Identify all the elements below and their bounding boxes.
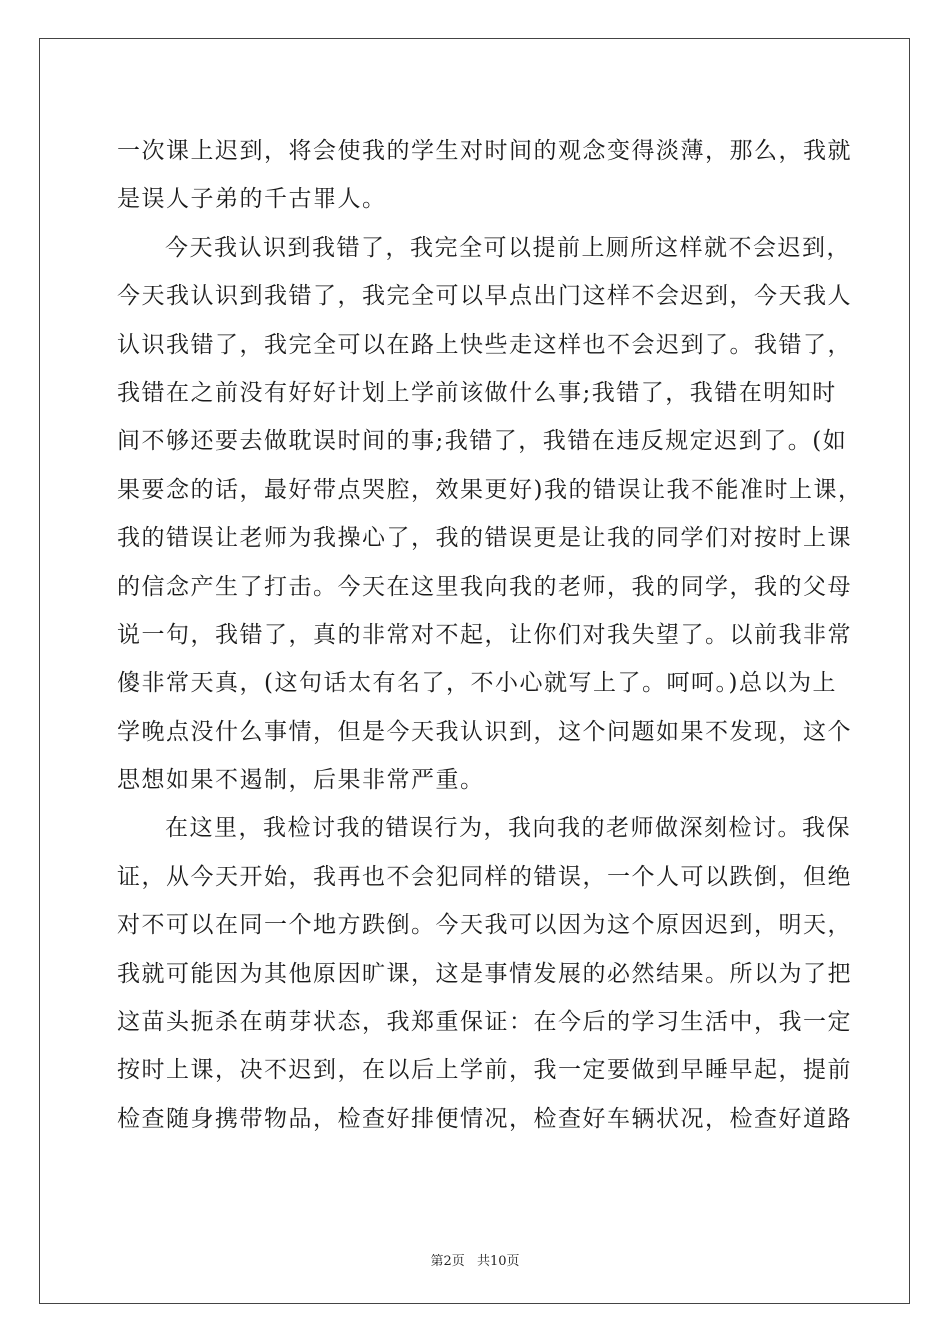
text-line: 果要念的话，最好带点哭腔，效果更好)我的错误让我不能准时上课， xyxy=(117,476,863,503)
text-line: 的信念产生了打击。今天在这里我向我的老师，我的同学，我的父母 xyxy=(117,573,852,600)
text-line: 检查随身携带物品，检查好排便情况，检查好车辆状况，检查好道路 xyxy=(117,1105,852,1132)
text-line: 我就可能因为其他原因旷课，这是事情发展的必然结果。所以为了把 xyxy=(117,960,852,987)
page-number: 第2页 xyxy=(430,1254,465,1269)
text-line: 今天我认识到我错了，我完全可以早点出门这样不会迟到，今天我人 xyxy=(117,283,852,310)
paragraph-start-line: 今天我认识到我错了，我完全可以提前上厕所这样就不会迟到， xyxy=(165,234,851,261)
text-line: 这苗头扼杀在萌芽状态，我郑重保证：在今后的学习生活中，我一定 xyxy=(117,1009,852,1036)
text-line: 证，从今天开始，我再也不会犯同样的错误，一个人可以跌倒，但绝 xyxy=(117,863,852,890)
total-pages: 共10页 xyxy=(476,1254,520,1269)
text-line: 对不可以在同一个地方跌倒。今天我可以因为这个原因迟到，明天， xyxy=(117,912,852,939)
document-body xyxy=(117,127,863,1143)
text-line: 我错在之前没有好好计划上学前该做什么事;我错了，我错在明知时 xyxy=(117,379,837,406)
text-line: 按时上课，决不迟到，在以后上学前，我一定要做到早睡早起，提前 xyxy=(117,1057,852,1084)
paragraph-start-line: 在这里，我检讨我的错误行为，我向我的老师做深刻检讨。我保 xyxy=(165,815,851,842)
text-line: 间不够还要去做耽误时间的事;我错了，我错在违反规定迟到了。(如 xyxy=(117,428,848,455)
text-line: 傻非常天真，(这句话太有名了，不小心就写上了。呵呵。)总以为上 xyxy=(117,670,837,697)
page-footer xyxy=(0,1250,950,1269)
text-line: 说一句，我错了，真的非常对不起，让你们对我失望了。以前我非常 xyxy=(117,621,852,648)
text-line: 思想如果不遏制，后果非常严重。 xyxy=(117,767,485,794)
text-line: 我的错误让老师为我操心了，我的错误更是让我的同学们对按时上课 xyxy=(117,525,852,552)
text-line: 是误人子弟的千古罪人。 xyxy=(117,186,387,213)
text-line: 认识我错了，我完全可以在路上快些走这样也不会迟到了。我错了， xyxy=(117,331,852,358)
text-line: 一次课上迟到，将会使我的学生对时间的观念变得淡薄，那么，我就 xyxy=(117,138,852,164)
text-line: 学晚点没什么事情，但是今天我认识到，这个问题如果不发现，这个 xyxy=(117,718,852,745)
